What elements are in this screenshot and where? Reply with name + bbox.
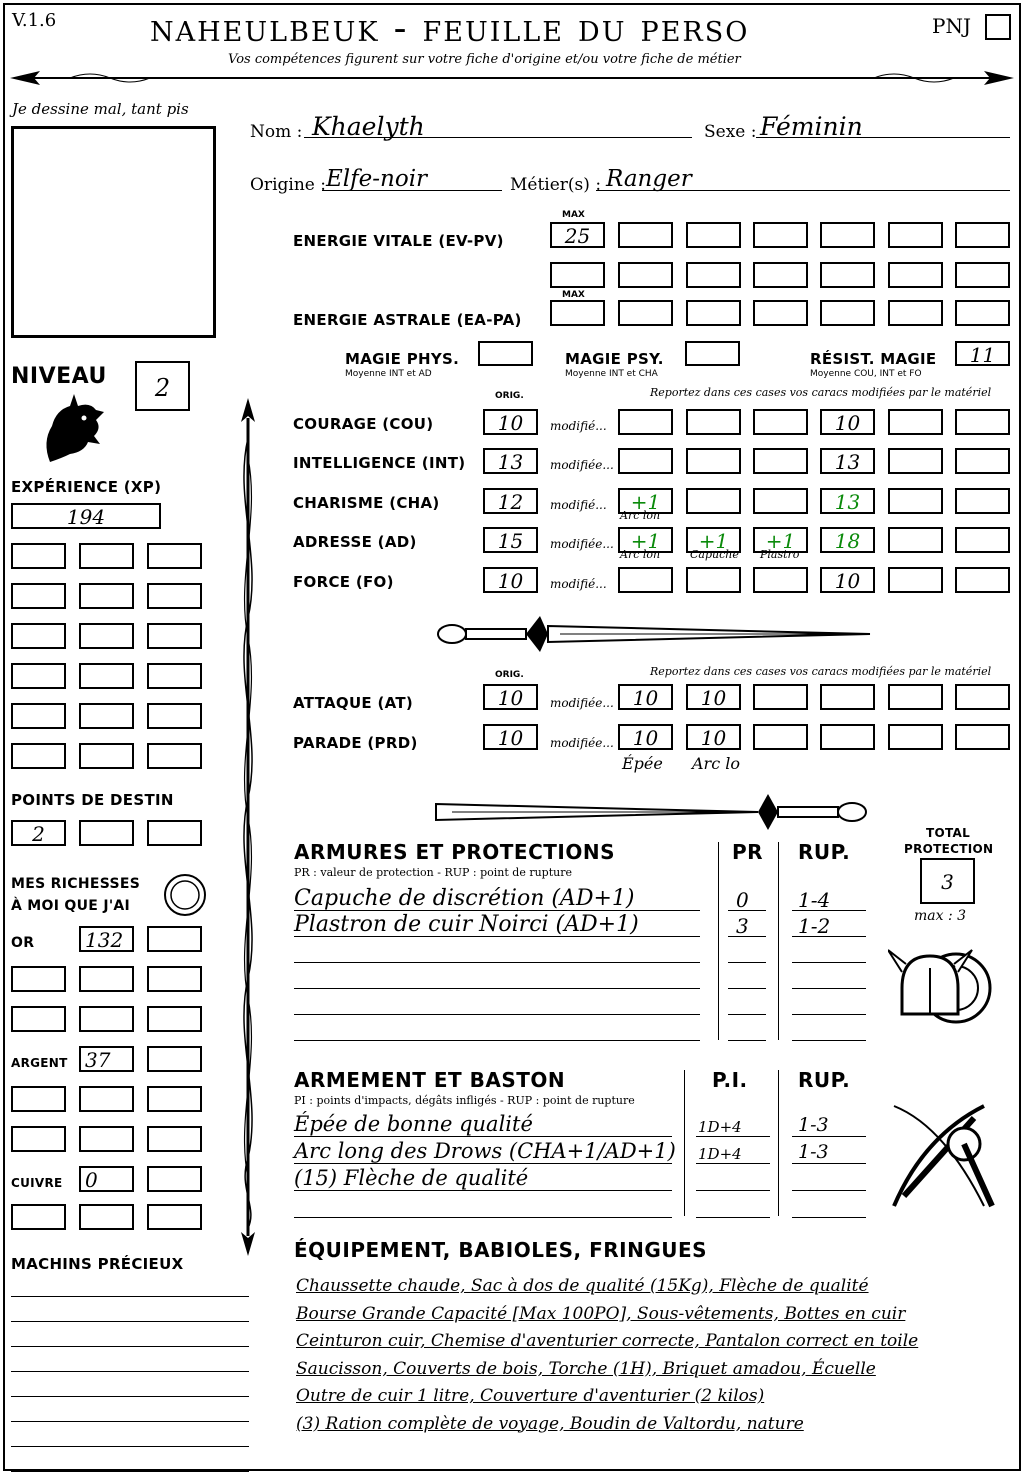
xp-grid-1-2[interactable] xyxy=(79,543,134,569)
stat-src-cha-1: Arc lon xyxy=(620,509,661,522)
stat-label-ad: ADRESSE (AD) xyxy=(293,533,417,551)
armor-rup-header: RUP. xyxy=(798,840,851,864)
total-protection-box[interactable] xyxy=(920,858,975,904)
xp-grid-5-2[interactable] xyxy=(79,703,134,729)
combat-orig-at-value: 10 xyxy=(497,686,524,710)
destin-value: 2 xyxy=(32,822,45,846)
nom-value[interactable]: Khaelyth xyxy=(312,112,425,141)
destin-label: POINTS DE DESTIN xyxy=(11,791,174,809)
total-protection-max: max : 3 xyxy=(914,908,967,924)
combat-orig-at[interactable] xyxy=(483,684,538,710)
ea-box-6[interactable] xyxy=(955,300,1010,326)
richesses-label-2: À MOI QUE J'AI xyxy=(11,898,131,914)
destin-box-3[interactable] xyxy=(147,820,202,846)
stat-label-int: INTELLIGENCE (INT) xyxy=(293,454,466,472)
stat-cha-box-5[interactable] xyxy=(888,488,943,514)
stat-orig-fo[interactable] xyxy=(483,567,538,593)
stat-fo-box-1[interactable] xyxy=(618,567,673,593)
armor-name-line-5[interactable] xyxy=(294,1014,700,1015)
ea-label: ENERGIE ASTRALE (EA-PA) xyxy=(293,311,522,329)
equipment-line[interactable]: Ceinturon cuir, Chemise d'aventurier correcte, Pantalon correct en toile xyxy=(296,1331,919,1351)
combat-modifie-prd: modifiée... xyxy=(550,736,614,750)
machins-precieux-label: MACHINS PRÉCIEUX xyxy=(11,1255,184,1273)
combat-modifie-at: modifiée... xyxy=(550,696,614,710)
combat-prd-box-1[interactable] xyxy=(618,724,673,750)
ea-box-3[interactable] xyxy=(753,300,808,326)
precious-line-6[interactable] xyxy=(11,1421,249,1422)
stat-src-ad-3: Plastro xyxy=(760,548,800,561)
spear-divider-icon xyxy=(10,66,1014,90)
xp-grid-2-2[interactable] xyxy=(79,583,134,609)
equipment-line[interactable]: Chaussette chaude, Sac à dos de qualité (15Kg), Flèche de qualité xyxy=(296,1276,869,1296)
combat-at-box-4[interactable] xyxy=(820,684,875,710)
weapon-pi-line-4[interactable] xyxy=(696,1217,770,1218)
armor-title: ARMURES ET PROTECTIONS xyxy=(294,840,615,864)
precious-line-8[interactable] xyxy=(11,1471,249,1472)
wealth-box-2-3[interactable] xyxy=(147,966,202,992)
stat-ad-box-6[interactable] xyxy=(955,527,1010,553)
wealth-box-3-1[interactable] xyxy=(11,1006,66,1032)
metier-label: Métier(s) : xyxy=(510,175,602,195)
stat-ad-box-1-value: +1 xyxy=(630,529,661,553)
niveau-label: NIVEAU xyxy=(11,364,107,389)
stat-cou-box-4-value: 10 xyxy=(834,411,861,435)
armor-rup-line-6[interactable] xyxy=(792,1040,866,1041)
stat-ad-box-4[interactable] xyxy=(820,527,875,553)
weapons-rup-header: RUP. xyxy=(798,1068,851,1092)
stat-fo-box-4-value: 10 xyxy=(834,569,861,593)
combat-prd-box-5[interactable] xyxy=(888,724,943,750)
armor-item-pr: 3 xyxy=(736,914,749,938)
nom-label: Nom : xyxy=(250,122,303,142)
armor-item-name: Capuche de discrétion (AD+1) xyxy=(294,886,635,911)
weapons-title: ARMEMENT ET BASTON xyxy=(294,1068,566,1092)
armor-col-divider-2 xyxy=(778,842,779,1040)
armor-rup-line-5[interactable] xyxy=(792,1014,866,1015)
precious-line-5[interactable] xyxy=(11,1396,249,1397)
stat-orig-ad[interactable] xyxy=(483,527,538,553)
wealth-box-5-2[interactable] xyxy=(79,1086,134,1112)
ev-box-row2-1[interactable] xyxy=(550,262,605,288)
stat-fo-box-5[interactable] xyxy=(888,567,943,593)
armor-item-pr: 0 xyxy=(736,888,749,912)
xp-grid-3-1[interactable] xyxy=(11,623,66,649)
combat-prd-box-2[interactable] xyxy=(686,724,741,750)
xp-grid-3-3[interactable] xyxy=(147,623,202,649)
combat-src-2: Arc lo xyxy=(692,754,740,773)
ev-box-2[interactable] xyxy=(686,222,741,248)
armor-col-divider-1 xyxy=(718,842,719,1040)
stat-int-box-5[interactable] xyxy=(888,448,943,474)
wealth-box-3-2[interactable] xyxy=(79,1006,134,1032)
portrait-caption: Je dessine mal, tant pis xyxy=(12,100,189,118)
cuivre-label: CUIVRE xyxy=(11,1176,63,1190)
xp-grid-5-1[interactable] xyxy=(11,703,66,729)
combat-at-box-3[interactable] xyxy=(753,684,808,710)
stat-cha-box-2[interactable] xyxy=(686,488,741,514)
xp-grid-6-3[interactable] xyxy=(147,743,202,769)
ev-box-4[interactable] xyxy=(820,222,875,248)
dragon-icon xyxy=(40,392,106,464)
ea-max-box[interactable] xyxy=(550,300,605,326)
weapons-col-divider-1 xyxy=(684,1070,685,1216)
wealth-value-box-7-value: 0 xyxy=(85,1168,98,1192)
combat-at-box-5[interactable] xyxy=(888,684,943,710)
armor-pr-line-3[interactable] xyxy=(728,962,766,963)
crossed-weapons-icon xyxy=(884,1096,1000,1216)
stat-cou-box-6[interactable] xyxy=(955,409,1010,435)
equipment-line[interactable]: Saucisson, Couverts de bois, Torche (1H), Briquet amadou, Écuelle xyxy=(296,1358,876,1379)
combat-report-note: Reportez dans ces cases vos caracs modifiées par le matériel xyxy=(650,665,992,678)
xp-grid-6-2[interactable] xyxy=(79,743,134,769)
magie-psy-box[interactable] xyxy=(685,341,740,366)
combat-label-prd: PARADE (PRD) xyxy=(293,734,418,752)
stat-orig-cou-value: 10 xyxy=(497,411,524,435)
magie-psy-label: MAGIE PSY. xyxy=(565,350,664,368)
pnj-label: PNJ xyxy=(932,14,971,38)
origine-line xyxy=(322,190,502,191)
weapon-name-line-3[interactable] xyxy=(294,1190,672,1191)
stat-ad-box-3-value: +1 xyxy=(765,529,796,553)
wealth-value-box-1[interactable] xyxy=(79,926,134,952)
stats-orig-label: ORIG. xyxy=(495,391,524,401)
combat-prd-box-3[interactable] xyxy=(753,724,808,750)
weapon-item-pi: 1D+4 xyxy=(698,1145,742,1163)
stat-int-box-3[interactable] xyxy=(753,448,808,474)
sword-icon-2 xyxy=(432,790,876,834)
wealth-box-6-2[interactable] xyxy=(79,1126,134,1152)
combat-at-box-2[interactable] xyxy=(686,684,741,710)
weapon-item-name: (15) Flèche de qualité xyxy=(294,1166,529,1190)
ev-max-label: MAX xyxy=(562,210,585,220)
stat-orig-cha-value: 12 xyxy=(497,490,524,514)
ev-box-row2-4[interactable] xyxy=(753,262,808,288)
resist-magie-value: 11 xyxy=(969,343,996,367)
pnj-checkbox[interactable] xyxy=(985,14,1011,40)
weapons-col-divider-2 xyxy=(778,1070,779,1216)
combat-src-1: Épée xyxy=(622,754,663,773)
combat-at-box-2-value: 10 xyxy=(700,686,727,710)
ea-box-4[interactable] xyxy=(820,300,875,326)
combat-at-box-1-value: 10 xyxy=(632,686,659,710)
stat-orig-cou[interactable] xyxy=(483,409,538,435)
niveau-box[interactable] xyxy=(135,361,190,411)
armor-rup-line-4[interactable] xyxy=(792,988,866,989)
stat-cou-box-3[interactable] xyxy=(753,409,808,435)
xp-grid-2-3[interactable] xyxy=(147,583,202,609)
xp-grid-1-1[interactable] xyxy=(11,543,66,569)
xp-grid-5-3[interactable] xyxy=(147,703,202,729)
stat-modifie-cou: modifié... xyxy=(550,419,607,433)
wealth-box-6-3[interactable] xyxy=(147,1126,202,1152)
xp-grid-4-1[interactable] xyxy=(11,663,66,689)
stats-report-note: Reportez dans ces cases vos caracs modifiées par le matériel xyxy=(650,386,992,399)
stat-orig-fo-value: 10 xyxy=(497,569,524,593)
stat-cha-box-4[interactable] xyxy=(820,488,875,514)
stat-ad-box-4-value: 18 xyxy=(834,529,861,553)
destin-box-2[interactable] xyxy=(79,820,134,846)
wealth-box-2-1[interactable] xyxy=(11,966,66,992)
armor-name-line-6[interactable] xyxy=(294,1040,700,1041)
armor-pr-header: PR xyxy=(732,840,764,864)
stat-src-ad-1: Arc lon xyxy=(620,548,661,561)
combat-prd-box-6[interactable] xyxy=(955,724,1010,750)
equipment-line[interactable]: Bourse Grande Capacité [Max 100PO], Sous-vêtements, Bottes en cuir xyxy=(296,1303,906,1324)
xp-label: EXPÉRIENCE (XP) xyxy=(11,478,162,496)
sword-icon xyxy=(430,612,874,656)
armor-name-line-3[interactable] xyxy=(294,962,700,963)
ev-box-row2-3[interactable] xyxy=(686,262,741,288)
resist-magie-sub: Moyenne COU, INT et FO xyxy=(810,369,922,379)
xp-grid-2-1[interactable] xyxy=(11,583,66,609)
ea-box-5[interactable] xyxy=(888,300,943,326)
origine-value[interactable]: Elfe-noir xyxy=(326,166,428,192)
combat-orig-prd[interactable] xyxy=(483,724,538,750)
stat-ad-box-5[interactable] xyxy=(888,527,943,553)
stat-modifie-int: modifiée... xyxy=(550,458,614,472)
stat-fo-box-6[interactable] xyxy=(955,567,1010,593)
origine-label: Origine : xyxy=(250,175,326,195)
ev-box-row2-5[interactable] xyxy=(820,262,875,288)
equipment-title: ÉQUIPEMENT, BABIOLES, FRINGUES xyxy=(294,1238,708,1262)
stat-orig-cha[interactable] xyxy=(483,488,538,514)
resist-magie-box[interactable] xyxy=(955,341,1010,366)
stat-label-fo: FORCE (FO) xyxy=(293,573,394,591)
stat-cou-box-4[interactable] xyxy=(820,409,875,435)
wealth-value-box-4-value: 37 xyxy=(85,1048,111,1072)
wealth-value-box-4[interactable] xyxy=(79,1046,134,1072)
stat-fo-box-3[interactable] xyxy=(753,567,808,593)
weapon-name-line-2[interactable] xyxy=(294,1163,672,1164)
combat-prd-box-1-value: 10 xyxy=(632,726,659,750)
stat-orig-int-value: 13 xyxy=(497,450,524,474)
metier-line xyxy=(596,190,1010,191)
weapon-item-pi: 1D+4 xyxy=(698,1118,742,1136)
stat-orig-ad-value: 15 xyxy=(497,529,524,553)
ea-box-1[interactable] xyxy=(618,300,673,326)
stat-int-box-4[interactable] xyxy=(820,448,875,474)
destin-box-1[interactable] xyxy=(11,820,66,846)
weapon-item-rup: 1-3 xyxy=(798,1114,829,1136)
armor-item-rup: 1-4 xyxy=(798,888,831,912)
sheet-title: naheulbeuk - feuille du perso xyxy=(150,6,750,50)
weapons-subtitle: PI : points d'impacts, dégâts infligés - RUP : point de rupture xyxy=(294,1094,635,1107)
armor-name-line-4[interactable] xyxy=(294,988,700,989)
ev-label: ENERGIE VITALE (EV-PV) xyxy=(293,232,504,250)
xp-grid-6-1[interactable] xyxy=(11,743,66,769)
stat-modifie-fo: modifié... xyxy=(550,577,607,591)
combat-orig-label: ORIG. xyxy=(495,670,524,680)
total-protection-value: 3 xyxy=(941,870,954,894)
stat-orig-int[interactable] xyxy=(483,448,538,474)
wealth-box-8-1[interactable] xyxy=(11,1204,66,1230)
weapons-pi-header: P.I. xyxy=(712,1068,748,1092)
combat-prd-box-4[interactable] xyxy=(820,724,875,750)
stat-ad-box-2-value: +1 xyxy=(698,529,729,553)
ev-box-row2-7[interactable] xyxy=(955,262,1010,288)
stat-cha-box-6[interactable] xyxy=(955,488,1010,514)
wealth-box-5-1[interactable] xyxy=(11,1086,66,1112)
nom-line xyxy=(304,137,692,138)
stat-cou-box-5[interactable] xyxy=(888,409,943,435)
version-label: V.1.6 xyxy=(12,10,57,31)
magie-phys-box[interactable] xyxy=(478,341,533,366)
xp-grid-4-2[interactable] xyxy=(79,663,134,689)
wealth-value-box-7[interactable] xyxy=(79,1166,134,1192)
ev-box-3[interactable] xyxy=(753,222,808,248)
armor-item-name: Plastron de cuir Noirci (AD+1) xyxy=(294,912,639,937)
combat-label-at: ATTAQUE (AT) xyxy=(293,694,414,712)
weapon-item-rup: 1-3 xyxy=(798,1141,829,1163)
weapon-pi-line-2[interactable] xyxy=(696,1163,770,1164)
equipment-line[interactable]: (3) Ration complète de voyage, Boudin de Valtordu, nature xyxy=(296,1413,804,1434)
precious-line-1[interactable] xyxy=(11,1296,249,1297)
wealth-box-6-1[interactable] xyxy=(11,1126,66,1152)
sexe-line xyxy=(756,137,1010,138)
stat-cha-box-3[interactable] xyxy=(753,488,808,514)
stat-cha-box-4-value: 13 xyxy=(834,490,861,514)
weapon-pi-line-3[interactable] xyxy=(696,1190,770,1191)
stat-cou-box-2[interactable] xyxy=(686,409,741,435)
wealth-box-7-3[interactable] xyxy=(147,1166,202,1192)
stat-int-box-4-value: 13 xyxy=(834,450,861,474)
ev-box-row2-2[interactable] xyxy=(618,262,673,288)
combat-prd-box-2-value: 10 xyxy=(700,726,727,750)
armor-pr-line-4[interactable] xyxy=(728,988,766,989)
helmet-shield-icon xyxy=(888,928,998,1038)
armor-item-rup: 1-2 xyxy=(798,914,831,938)
sexe-label: Sexe : xyxy=(704,122,757,142)
equipment-line[interactable]: Outre de cuir 1 litre, Couverture d'aventurier (2 kilos) xyxy=(296,1386,765,1406)
stat-fo-box-4[interactable] xyxy=(820,567,875,593)
wealth-box-5-3[interactable] xyxy=(147,1086,202,1112)
ev-box-5[interactable] xyxy=(888,222,943,248)
or-label: OR xyxy=(11,935,35,951)
combat-orig-prd-value: 10 xyxy=(497,726,524,750)
wealth-box-8-2[interactable] xyxy=(79,1204,134,1230)
stat-label-cha: CHARISME (CHA) xyxy=(293,494,440,512)
weapon-item-name: Épée de bonne qualité xyxy=(294,1112,533,1136)
weapon-rup-line-4[interactable] xyxy=(792,1217,866,1218)
armor-pr-line-6[interactable] xyxy=(728,1040,766,1041)
xp-grid-3-2[interactable] xyxy=(79,623,134,649)
stat-fo-box-2[interactable] xyxy=(686,567,741,593)
weapon-rup-line-2[interactable] xyxy=(792,1163,866,1164)
wealth-box-3-3[interactable] xyxy=(147,1006,202,1032)
total-protection-label-2: PROTECTION xyxy=(904,842,994,856)
magie-phys-label: MAGIE PHYS. xyxy=(345,350,460,368)
xp-grid-4-3[interactable] xyxy=(147,663,202,689)
armor-rup-line-3[interactable] xyxy=(792,962,866,963)
weapon-item-name: Arc long des Drows (CHA+1/AD+1) xyxy=(294,1139,676,1163)
stat-cha-box-1-value: +1 xyxy=(630,490,661,514)
stat-modifie-cha: modifié... xyxy=(550,498,607,512)
wealth-value-box-1-value: 132 xyxy=(85,928,124,952)
magie-psy-sub: Moyenne INT et CHA xyxy=(565,369,658,379)
combat-at-box-6[interactable] xyxy=(955,684,1010,710)
precious-line-4[interactable] xyxy=(11,1371,249,1372)
weapon-pi-line-1[interactable] xyxy=(696,1136,770,1137)
wealth-box-4-3[interactable] xyxy=(147,1046,202,1072)
armor-subtitle: PR : valeur de protection - RUP : point de rupture xyxy=(294,866,572,879)
ev-max-value: 25 xyxy=(564,224,591,248)
ev-box-row2-6[interactable] xyxy=(888,262,943,288)
vertical-spear-icon xyxy=(228,398,268,1256)
coin-icon xyxy=(162,872,208,918)
wealth-box-8-3[interactable] xyxy=(147,1204,202,1230)
resist-magie-label: RÉSIST. MAGIE xyxy=(810,350,937,368)
ev-max-box[interactable] xyxy=(550,222,605,248)
stat-int-box-6[interactable] xyxy=(955,448,1010,474)
total-protection-label-1: TOTAL xyxy=(926,826,971,840)
xp-box[interactable] xyxy=(11,503,161,529)
precious-line-3[interactable] xyxy=(11,1346,249,1347)
xp-grid-1-3[interactable] xyxy=(147,543,202,569)
weapon-name-line-1[interactable] xyxy=(294,1136,672,1137)
weapon-name-line-4[interactable] xyxy=(294,1217,672,1218)
ea-max-label: MAX xyxy=(562,290,585,300)
armor-pr-line-5[interactable] xyxy=(728,1014,766,1015)
richesses-label-1: MES RICHESSES xyxy=(11,876,141,892)
wealth-box-2-2[interactable] xyxy=(79,966,134,992)
ea-box-2[interactable] xyxy=(686,300,741,326)
weapon-rup-line-3[interactable] xyxy=(792,1190,866,1191)
precious-line-7[interactable] xyxy=(11,1446,249,1447)
wealth-box-1-3[interactable] xyxy=(147,926,202,952)
ev-box-1[interactable] xyxy=(618,222,673,248)
stat-label-cou: COURAGE (COU) xyxy=(293,415,434,433)
precious-line-2[interactable] xyxy=(11,1321,249,1322)
stat-modifie-ad: modifiée... xyxy=(550,537,614,551)
stat-int-box-1[interactable] xyxy=(618,448,673,474)
sheet-subtitle: Vos compétences figurent sur votre fiche d'origine et/ou votre fiche de métier xyxy=(228,52,741,67)
weapon-rup-line-1[interactable] xyxy=(792,1136,866,1137)
magie-phys-sub: Moyenne INT et AD xyxy=(345,369,432,379)
xp-value: 194 xyxy=(66,505,106,529)
stat-int-box-2[interactable] xyxy=(686,448,741,474)
argent-label: ARGENT xyxy=(11,1056,68,1070)
ev-box-6[interactable] xyxy=(955,222,1010,248)
stat-cou-box-1[interactable] xyxy=(618,409,673,435)
sexe-value[interactable]: Féminin xyxy=(760,112,863,141)
metier-value[interactable]: Ranger xyxy=(606,166,692,192)
stat-src-ad-2: Capuche xyxy=(690,548,739,561)
niveau-value: 2 xyxy=(154,374,171,402)
portrait-box[interactable] xyxy=(11,126,216,338)
combat-at-box-1[interactable] xyxy=(618,684,673,710)
